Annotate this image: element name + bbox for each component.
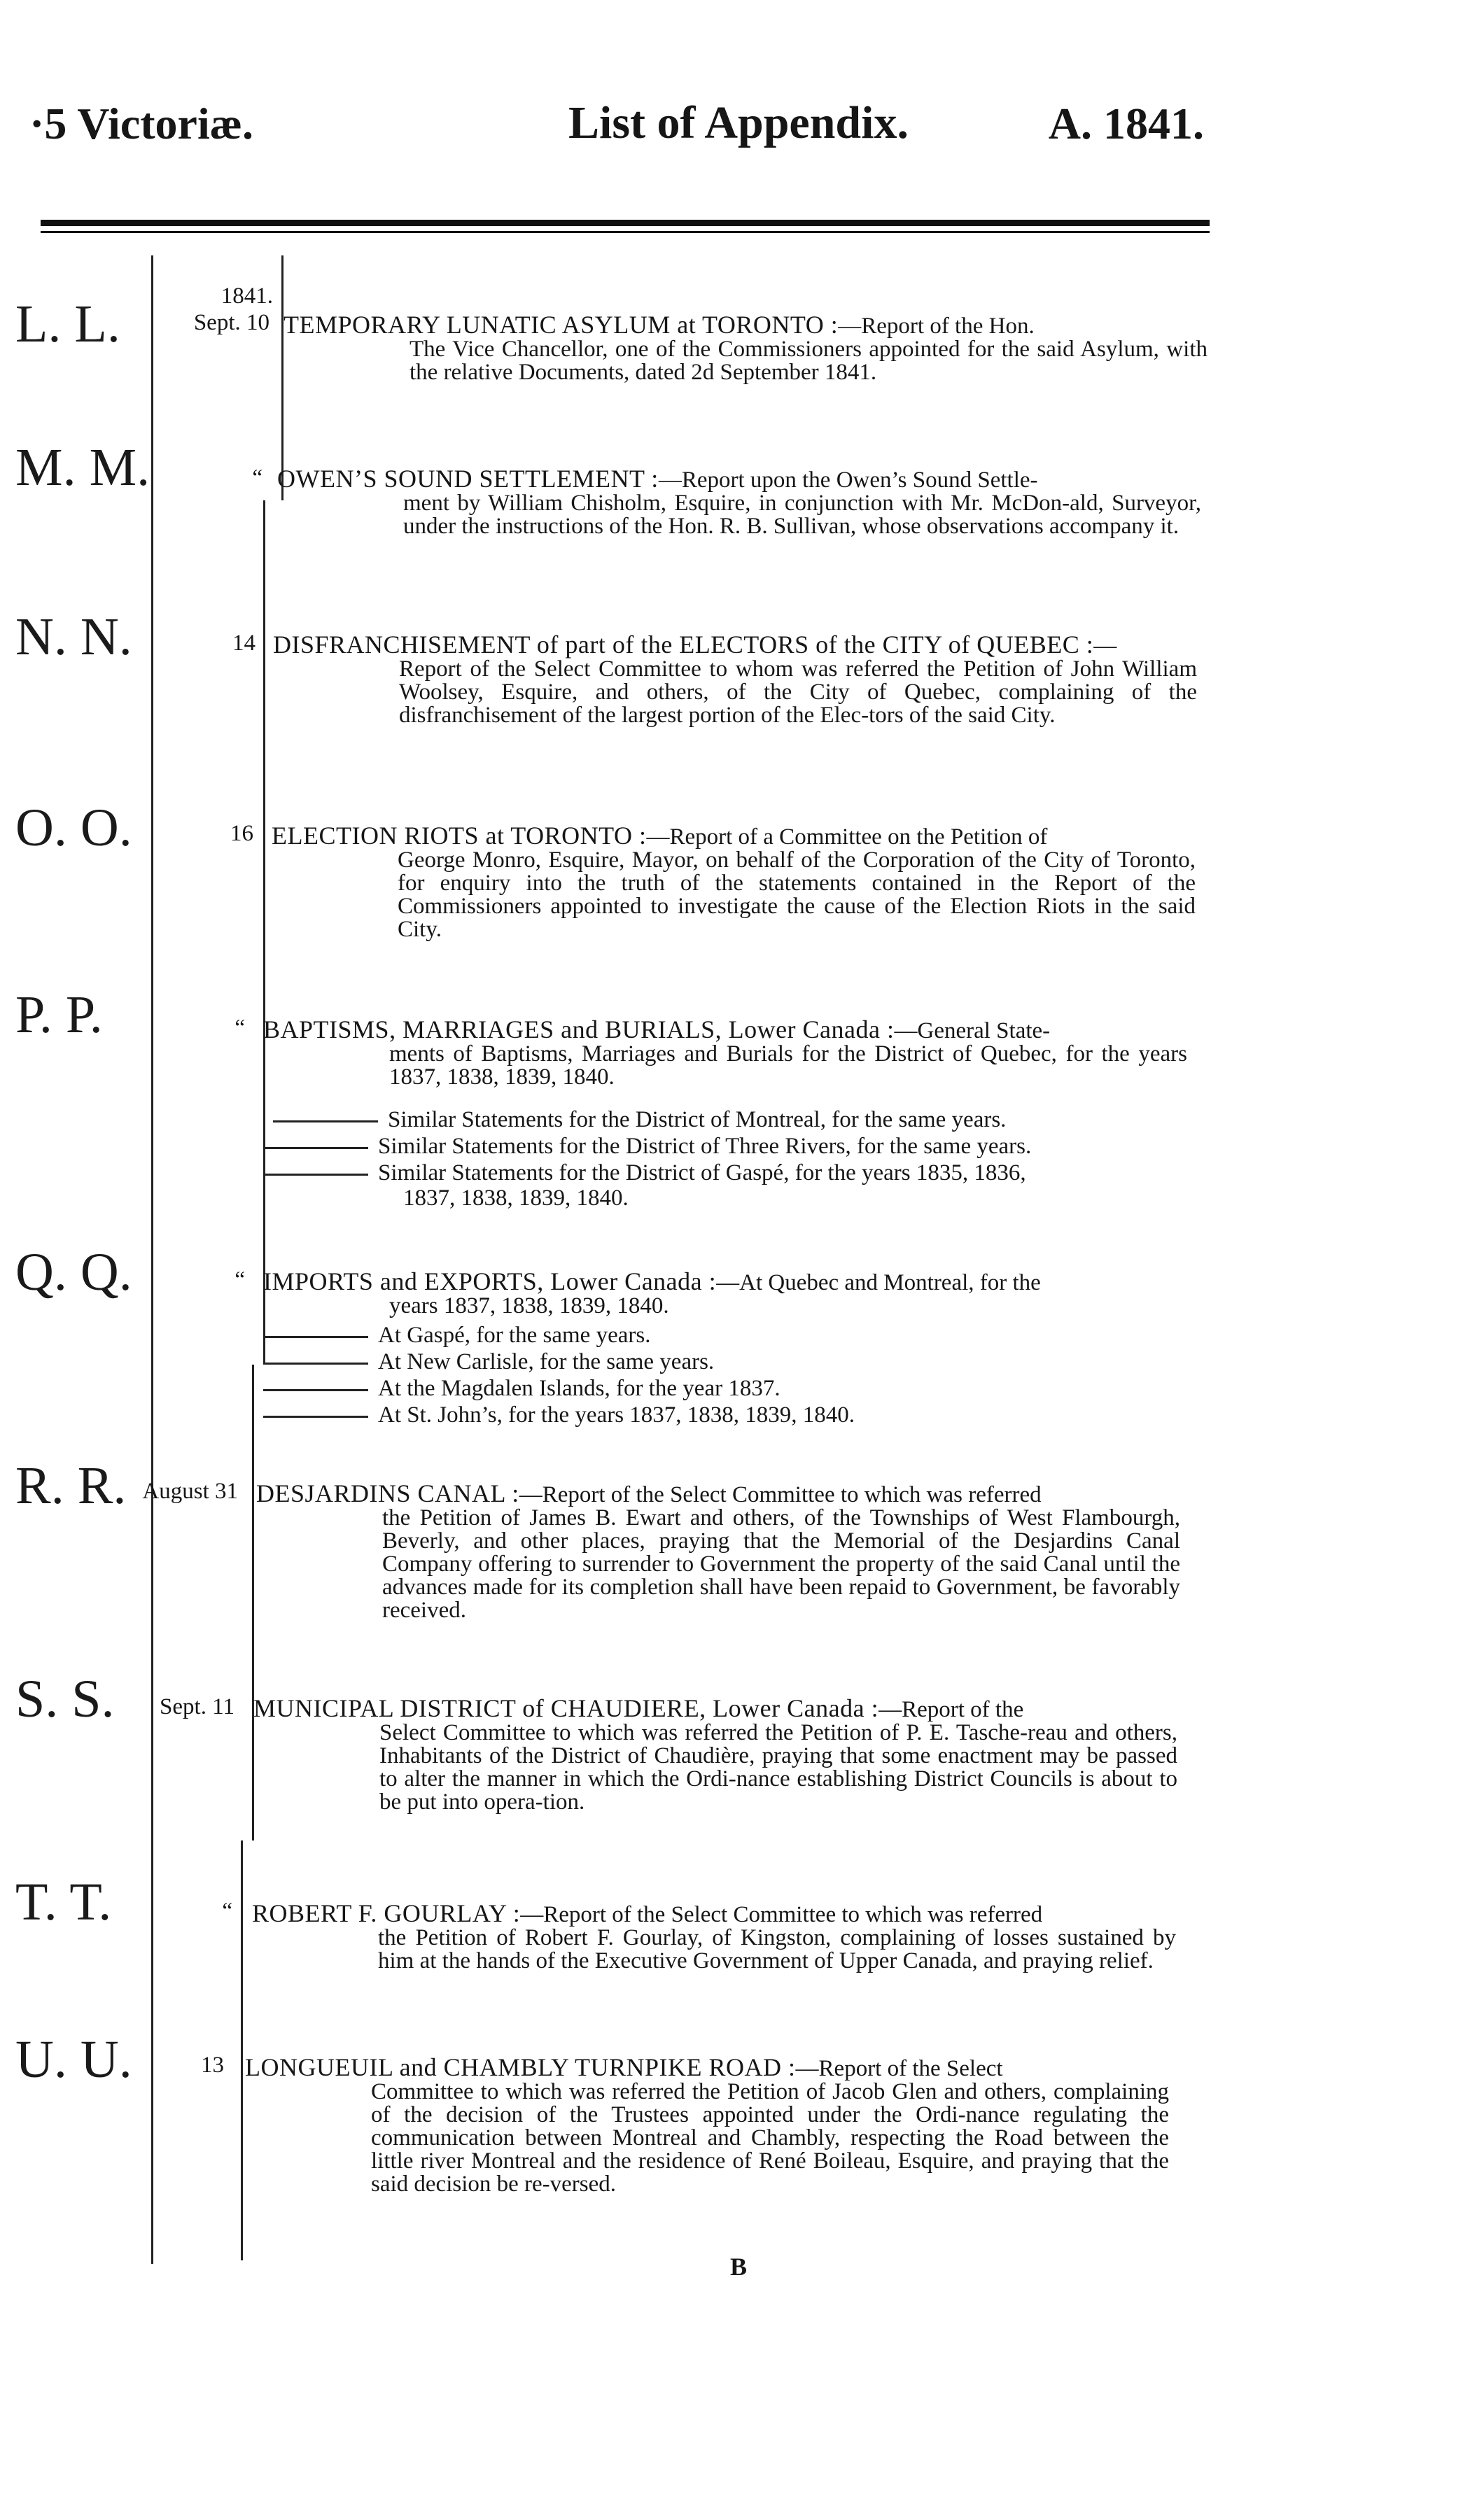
entry-heading-rest: —Report upon the Owen’s Sound Settle- [658, 467, 1038, 493]
entry-body: ments of Baptisms, Marriages and Burials for the District of Quebec, for the years 1837, 1838, 1839, 1840. [389, 1041, 1187, 1090]
header-session: ·5 Victoriæ. [29, 99, 253, 148]
entry-body: Report of the Select Committee to whom was referred the Petition of John William Woolsey, Esquire, and others, of the City of Quebec, complaining of the disfranchisement of the largest portion of the Elec-tors of the said City. [399, 656, 1197, 728]
entry-date: “ [234, 1267, 245, 1293]
appendix-letter: N. N. [15, 607, 132, 666]
date-column-rule [241, 1840, 243, 2260]
appendix-letter: P. P. [15, 985, 103, 1044]
appendix-letter: M. M. [15, 438, 150, 497]
entry-date: Sept. 11 [160, 1694, 234, 1719]
sub-entry: Similar Statements for the District of Montreal, for the same years. [273, 1108, 1006, 1132]
appendix-entry [245, 2053, 1169, 2197]
appendix-entry [277, 467, 1201, 538]
header-rule-thin [41, 231, 1210, 233]
entry-heading-rest: —Report of the [878, 1697, 1024, 1722]
entry-heading-rest: — [1093, 633, 1117, 659]
entry-heading: TEMPORARY LUNATIC ASYLUM at TORONTO : [284, 311, 839, 339]
appendix-letter: O. O. [15, 798, 132, 857]
entry-body: Select Committee to which was referred the Petition of P. E. Tasche-reau and others, Inhabitants of the District of Chaudière, praying that some enactment may be passed to alter the manner in which the Ordi-nance establishing District Councils is about to be put into opera-tion. [379, 1720, 1177, 1815]
sub-entry: At New Carlisle, for the same years. [263, 1351, 714, 1374]
page-title: List of Appendix. [568, 97, 909, 148]
entry-heading-rest: —Report of the Select Committee to which was referred [519, 1482, 1042, 1507]
appendix-letter: L. L. [15, 295, 120, 353]
appendix-entry [252, 1899, 1176, 1973]
appendix-entry [253, 1694, 1177, 1815]
entry-year: 1841. [220, 283, 273, 309]
entry-date: 16 [230, 821, 253, 846]
entry-body: George Monro, Esquire, Mayor, on behalf of the Corporation of the City of Toronto, for enquiry into the truth of the statements contained in the Report of the Commissioners appointed to investigate the cause of the Election Riots in the said City. [398, 847, 1196, 942]
entry-heading-rest: —Report of the Select [795, 2056, 1003, 2081]
appendix-entry [284, 311, 1208, 385]
entry-heading: BAPTISMS, MARRIAGES and BURIALS, Lower Canada : [263, 1015, 895, 1043]
entry-body: The Vice Chancellor, one of the Commissioners appointed for the said Asylum, with the relative Documents, dated 2d September 1841. [410, 337, 1208, 385]
appendix-entry [256, 1479, 1180, 1623]
sub-entry: Similar Statements for the District of Gaspé, for the years 1835, 1836, [263, 1162, 1026, 1185]
sub-entry-continued: 1837, 1838, 1839, 1840. [403, 1185, 629, 1211]
appendix-letter: R. R. [15, 1456, 127, 1515]
dash-rule [263, 1363, 368, 1365]
signature-mark: B [729, 2253, 747, 2281]
entry-heading: IMPORTS and EXPORTS, Lower Canada : [263, 1267, 717, 1295]
entry-heading: ROBERT F. GOURLAY : [252, 1899, 521, 1927]
entry-date: “ [252, 465, 262, 491]
entry-heading: LONGUEUIL and CHAMBLY TURNPIKE ROAD : [245, 2053, 796, 2081]
date-column-rule [263, 500, 265, 1365]
appendix-entry [263, 1015, 1187, 1090]
dash-rule [273, 1120, 378, 1122]
entry-heading-rest: —Report of the Hon. [838, 314, 1035, 339]
entry-heading-rest: —General State- [894, 1018, 1051, 1043]
dash-rule [263, 1147, 368, 1149]
appendix-entry [273, 633, 1197, 727]
entry-heading-rest: —Report of the Select Committee to which was referred [520, 1902, 1043, 1927]
entry-body: Committee to which was referred the Petition of Jacob Glen and others, complaining of the decision of the Trustees appointed under the Ordi-nance regulating the communication between Montreal and Chambly, respecting the Road between the little river Montreal and the residence of René Boileau, Esquire, and praying that the said decision be re-versed. [371, 2079, 1169, 2197]
appendix-entry [263, 1267, 1187, 1318]
entry-date: “ [234, 1015, 245, 1041]
entry-date: Sept. 10 [193, 310, 270, 335]
entry-date: 13 [201, 2053, 224, 2078]
margin-column-rule [151, 255, 153, 2264]
appendix-letter: U. U. [15, 2030, 132, 2089]
header-rule-thick [41, 220, 1210, 226]
entry-heading: DESJARDINS CANAL : [256, 1479, 519, 1507]
entry-body: ment by William Chisholm, Esquire, in conjunction with Mr. McDon-ald, Surveyor, under the instructions of the Hon. R. B. Sullivan, whose observations accompany it. [403, 491, 1201, 539]
dash-rule [263, 1174, 368, 1176]
entry-heading: ELECTION RIOTS at TORONTO : [272, 822, 647, 850]
entry-body: the Petition of James B. Ewart and others, of the Townships of West Flambourgh, Beverly, and other places, praying that the Memorial of the Desjardins Canal Company offering to surrender to Government the property of the said Canal until the advances made for its completion shall have been repaid to Government, be favorably received. [382, 1505, 1180, 1623]
entry-date: August 31 [142, 1479, 238, 1504]
entry-heading: DISFRANCHISEMENT of part of the ELECTORS of the CITY of QUEBEC : [273, 631, 1094, 659]
sub-entry: At the Magdalen Islands, for the year 1837. [263, 1377, 780, 1400]
appendix-letter: T. T. [15, 1873, 112, 1931]
entry-heading: MUNICIPAL DISTRICT of CHAUDIERE, Lower Canada : [253, 1694, 879, 1722]
sub-entry: At Gaspé, for the same years. [263, 1324, 650, 1347]
dash-rule [263, 1389, 368, 1391]
entry-body: the Petition of Robert F. Gourlay, of Kingston, complaining of losses sustained by him at the hands of the Executive Government of Upper Canada, and praying relief. [378, 1925, 1176, 1973]
header-year: A. 1841. [1048, 99, 1204, 148]
entry-body: years 1837, 1838, 1839, 1840. [389, 1293, 669, 1318]
entry-date: 14 [232, 631, 255, 656]
entry-heading-rest: —Report of a Committee on the Petition of [646, 824, 1048, 850]
appendix-letter: Q. Q. [15, 1243, 132, 1302]
appendix-letter: S. S. [15, 1670, 115, 1729]
appendix-entry [272, 824, 1196, 941]
sub-entry: At St. John’s, for the years 1837, 1838, 1839, 1840. [263, 1404, 855, 1427]
sub-entry: Similar Statements for the District of Three Rivers, for the same years. [263, 1135, 1031, 1158]
entry-heading-rest: —At Quebec and Montreal, for the [716, 1270, 1041, 1295]
entry-date: “ [222, 1899, 232, 1924]
entry-heading: OWEN’S SOUND SETTLEMENT : [277, 465, 659, 493]
dash-rule [263, 1336, 368, 1338]
dash-rule [263, 1416, 368, 1418]
